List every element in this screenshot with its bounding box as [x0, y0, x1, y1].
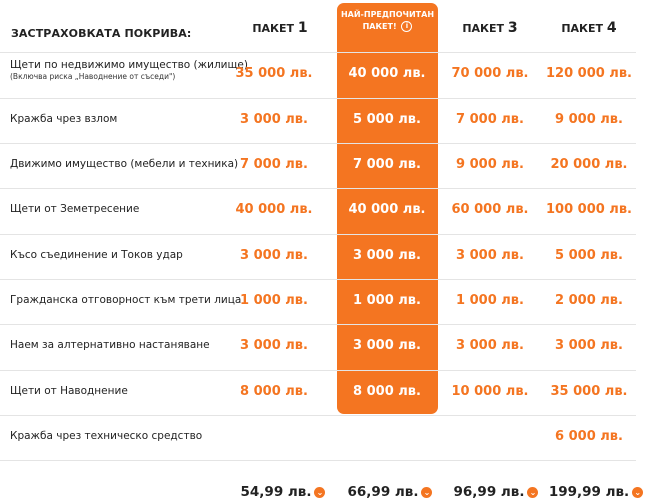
coverage-value-package-2: 40 000 лв. — [348, 202, 426, 217]
coverage-label: Кражба чрез взлом — [10, 113, 118, 125]
coverage-value-package-4: 120 000 лв. — [545, 66, 632, 81]
coverage-label: Наем за алтернативно настаняване — [10, 339, 210, 351]
chevron-down-icon[interactable]: ⌄ — [314, 487, 325, 498]
package-4-header[interactable]: ПАКЕТ 4 — [561, 20, 617, 36]
price-package-3[interactable]: 96,99 лв. ⌄ — [446, 484, 546, 500]
coverage-value-package-3: 60 000 лв. — [451, 202, 529, 217]
coverage-value-package-4: 6 000 лв. — [555, 429, 623, 444]
coverage-value-package-1: 35 000 лв. — [235, 66, 313, 81]
coverage-label: Щети от Наводнение — [10, 385, 128, 397]
table-header — [0, 0, 636, 51]
table-row — [0, 143, 636, 188]
coverage-value-package-4: 35 000 лв. — [550, 384, 628, 399]
coverage-label: Щети по недвижимо имущество (жилище) (Включва риска „Наводнение от съседи") — [10, 59, 248, 81]
coverage-value-package-4: 100 000 лв. — [545, 202, 632, 217]
info-icon[interactable]: i — [401, 21, 412, 32]
coverage-value-package-4: 20 000 лв. — [550, 157, 628, 172]
table-row — [0, 370, 636, 415]
coverage-value-package-3: 3 000 лв. — [456, 248, 524, 263]
coverage-value-package-2: 3 000 лв. — [353, 338, 421, 353]
table-row — [0, 52, 636, 97]
coverage-value-package-3: 3 000 лв. — [456, 338, 524, 353]
chevron-down-icon[interactable]: ⌄ — [632, 487, 643, 498]
coverage-value-package-1: 8 000 лв. — [240, 384, 308, 399]
price-package-2[interactable]: 66,99 лв. ⌄ — [340, 484, 440, 500]
table-row — [0, 98, 636, 143]
table-row — [0, 324, 636, 369]
table-row — [0, 279, 636, 324]
coverage-value-package-1: 7 000 лв. — [240, 157, 308, 172]
package-3-header[interactable]: ПАКЕТ 3 — [462, 20, 518, 36]
divider — [0, 460, 636, 461]
coverage-label: Движимо имущество (мебели и техника) — [10, 158, 239, 170]
coverage-value-package-4: 3 000 лв. — [555, 338, 623, 353]
coverage-value-package-4: 5 000 лв. — [555, 248, 623, 263]
coverage-value-package-2: 1 000 лв. — [353, 293, 421, 308]
coverage-value-package-3: 7 000 лв. — [456, 112, 524, 127]
coverage-value-package-4: 9 000 лв. — [555, 112, 623, 127]
table-row — [0, 415, 636, 460]
coverage-value-package-2: 40 000 лв. — [348, 66, 426, 81]
package-2-header[interactable]: НАЙ-ПРЕДПОЧИТАН ПАКЕТ! i — [340, 10, 435, 31]
coverage-value-package-2: 3 000 лв. — [353, 248, 421, 263]
table-row — [0, 188, 636, 233]
coverage-value-package-3: 9 000 лв. — [456, 157, 524, 172]
coverage-label: Кражба чрез техническо средство — [10, 430, 203, 442]
table-row — [0, 234, 636, 279]
coverage-value-package-1: 3 000 лв. — [240, 112, 308, 127]
coverage-value-package-1: 3 000 лв. — [240, 248, 308, 263]
coverage-label: Щети от Земетресение — [10, 203, 140, 215]
coverage-value-package-3: 1 000 лв. — [456, 293, 524, 308]
chevron-down-icon[interactable]: ⌄ — [421, 487, 432, 498]
price-package-1[interactable]: 54,99 лв. ⌄ — [233, 484, 333, 500]
coverage-value-package-2: 8 000 лв. — [353, 384, 421, 399]
coverage-value-package-4: 2 000 лв. — [555, 293, 623, 308]
coverage-value-package-1: 1 000 лв. — [240, 293, 308, 308]
coverage-value-package-3: 10 000 лв. — [451, 384, 529, 399]
price-package-4[interactable]: 199,99 лв. ⌄ — [546, 484, 646, 500]
coverage-value-package-3: 70 000 лв. — [451, 66, 529, 81]
coverage-label: Гражданска отговорност към трети лица — [10, 294, 242, 306]
coverage-label: Късо съединение и Токов удар — [10, 249, 183, 261]
coverage-value-package-1: 3 000 лв. — [240, 338, 308, 353]
coverage-value-package-2: 7 000 лв. — [353, 157, 421, 172]
package-1-header[interactable]: ПАКЕТ 1 — [252, 20, 308, 36]
coverage-title: ЗАСТРАХОВКАТА ПОКРИВА: — [11, 27, 192, 40]
chevron-down-icon[interactable]: ⌄ — [527, 487, 538, 498]
coverage-value-package-1: 40 000 лв. — [235, 202, 313, 217]
coverage-value-package-2: 5 000 лв. — [353, 112, 421, 127]
